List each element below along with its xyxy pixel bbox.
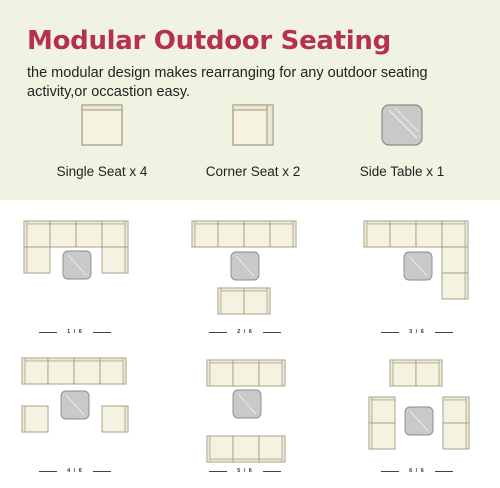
corner-seat — [24, 221, 50, 247]
layout-diagram-2 — [170, 215, 320, 345]
description-text: the modular design makes rearranging for any outdoor seating activity,or occastion easy. — [27, 65, 428, 100]
layout-svg-5 — [170, 354, 320, 484]
corner-seat — [100, 358, 126, 384]
single-seat — [207, 360, 233, 386]
single-seat-icon — [81, 104, 123, 151]
single-seat — [259, 360, 285, 386]
single-seat — [24, 247, 50, 273]
single-seat — [50, 221, 76, 247]
single-seat-label: Single Seat x 4 — [56, 164, 148, 179]
layout-diagram-3 — [342, 215, 492, 345]
side-table-icon — [381, 104, 423, 151]
layout-caption-4: 4 / 6 — [67, 468, 83, 474]
side-table — [233, 390, 261, 418]
single-seat — [218, 221, 244, 247]
single-seat — [442, 247, 468, 273]
single-seat — [102, 406, 128, 432]
side-table — [231, 252, 259, 280]
single-seat — [218, 288, 244, 314]
layout-caption-1: 1 / 6 — [67, 329, 83, 335]
page-title: Modular Outdoor Seating — [27, 26, 391, 56]
side-table — [61, 391, 89, 419]
layout-diagram-4 — [0, 354, 150, 484]
single-seat — [244, 221, 270, 247]
corner-seat — [364, 221, 390, 247]
single-seat — [233, 360, 259, 386]
layout-svg-6 — [342, 354, 492, 484]
side-table — [404, 252, 432, 280]
corner-seat — [207, 436, 233, 462]
layout-svg-1 — [0, 215, 150, 345]
single-seat — [244, 288, 270, 314]
single-seat — [74, 358, 100, 384]
single-seat — [390, 360, 416, 386]
single-seat — [22, 406, 48, 432]
single-seat — [443, 423, 469, 449]
corner-seat — [369, 397, 395, 423]
single-seat — [416, 221, 442, 247]
layout-svg-3 — [342, 215, 492, 345]
single-seat — [369, 423, 395, 449]
corner-seat — [102, 221, 128, 247]
corner-seat-icon — [232, 104, 274, 151]
layout-caption-5: 5 / 6 — [237, 468, 253, 474]
corner-seat — [442, 221, 468, 247]
corner-seat — [259, 436, 285, 462]
single-seat — [442, 273, 468, 299]
single-seat — [76, 221, 102, 247]
side-table-label: Side Table x 1 — [359, 164, 445, 179]
layout-diagram-1 — [0, 215, 150, 345]
corner-seat — [270, 221, 296, 247]
single-seat — [390, 221, 416, 247]
corner-seat — [22, 358, 48, 384]
layout-svg-2 — [170, 215, 320, 345]
side-table — [405, 407, 433, 435]
layout-diagram-5 — [170, 354, 320, 484]
corner-seat — [192, 221, 218, 247]
layout-caption-3: 3 / 6 — [409, 329, 425, 335]
single-seat — [416, 360, 442, 386]
single-seat — [48, 358, 74, 384]
layout-svg-4 — [0, 354, 150, 484]
side-table — [63, 251, 91, 279]
single-seat — [233, 436, 259, 462]
corner-seat — [443, 397, 469, 423]
corner-seat-label: Corner Seat x 2 — [205, 164, 301, 179]
layout-caption-2: 2 / 6 — [237, 329, 253, 335]
single-seat — [102, 247, 128, 273]
layout-caption-6: 6 / 6 — [409, 468, 425, 474]
layout-diagram-6 — [342, 354, 492, 484]
